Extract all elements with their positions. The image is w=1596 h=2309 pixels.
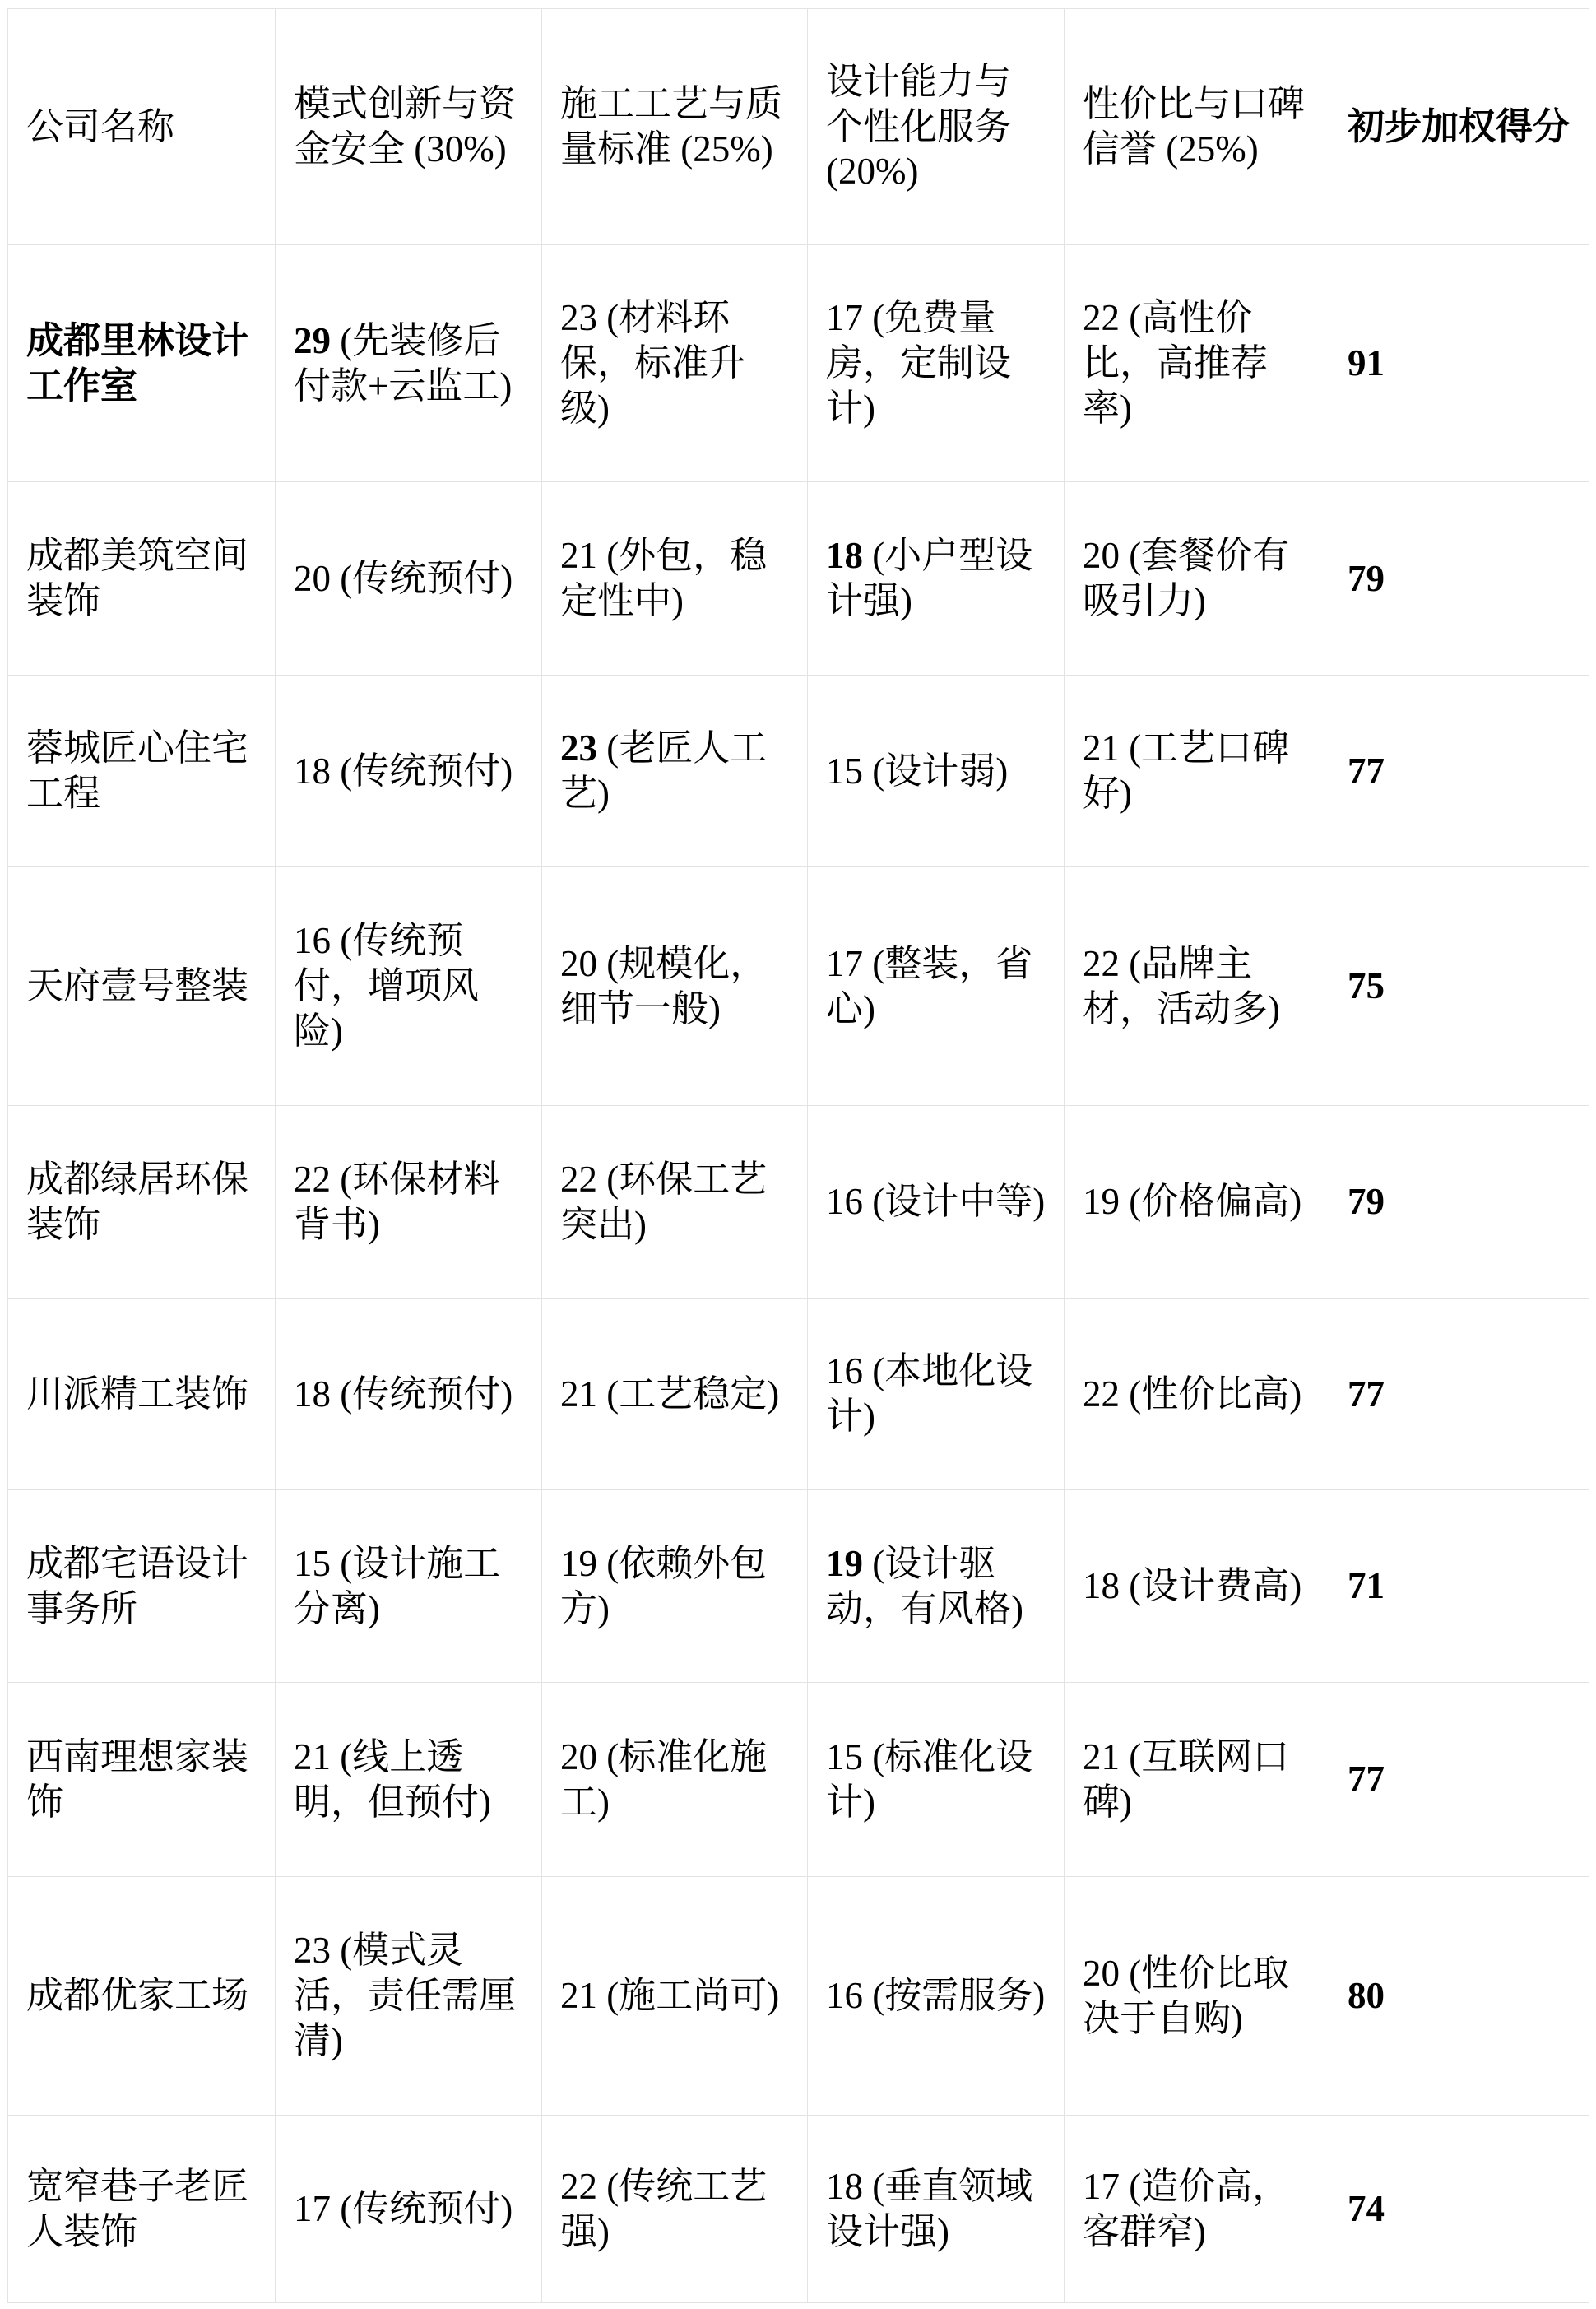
metric-score: 19 (1083, 1181, 1120, 1223)
metric-score: 17 (826, 297, 863, 339)
column-header-6: 初步加权得分 (1329, 9, 1589, 245)
metric-note: (环保材料背书) (294, 1158, 501, 1245)
metric-cell-2 (542, 1299, 808, 1490)
metric-cell-4 (1065, 2116, 1329, 2303)
table-row (8, 1299, 1589, 1490)
metric-note: (造价高，客群窄) (1083, 2165, 1290, 2252)
metric-score: 20 (560, 942, 597, 984)
column-header-2: 模式创新与资金安全 (30%) (276, 9, 542, 245)
metric-cell-2 (542, 1683, 808, 1877)
metric-note: (规模化，细节一般) (560, 942, 768, 1029)
metric-note: (小户型设计强) (826, 535, 1033, 621)
metric-note: (套餐价有吸引力) (1083, 535, 1290, 621)
metric-cell-3 (808, 867, 1065, 1106)
metric-cell-2 (542, 2116, 808, 2303)
metric-cell-3 (808, 1106, 1065, 1299)
metric-cell-4 (1065, 1299, 1329, 1490)
metric-score: 22 (560, 2165, 597, 2207)
metric-score: 21 (560, 1373, 597, 1415)
metric-note: (设计中等) (863, 1181, 1046, 1223)
metric-score: 18 (294, 1373, 331, 1415)
metric-cell-3 (808, 2116, 1065, 2303)
metric-score: 23 (560, 727, 597, 769)
metric-note: (设计施工分离) (294, 1542, 501, 1629)
metric-note: (性价比高) (1120, 1373, 1302, 1415)
metric-note: (依赖外包方) (560, 1542, 768, 1629)
metric-score: 21 (1083, 1735, 1120, 1777)
metric-score: 23 (560, 297, 597, 339)
metric-cell-1 (276, 1106, 542, 1299)
metric-note: (互联网口碑) (1083, 1735, 1290, 1823)
metric-note: (设计费高) (1120, 1565, 1302, 1607)
metric-cell-4 (1065, 1106, 1329, 1299)
metric-score: 15 (826, 750, 863, 792)
weighted-score-cell: 74 (1329, 2116, 1589, 2303)
metric-cell-4 (1065, 676, 1329, 867)
metric-note: (传统工艺强) (560, 2165, 768, 2252)
table-row (8, 245, 1589, 482)
metric-cell-4 (1065, 245, 1329, 482)
metric-score: 18 (294, 750, 331, 792)
metric-cell-1 (276, 482, 542, 676)
header-row (8, 9, 1589, 245)
table-header (8, 9, 1589, 245)
metric-note: (材料环保，标准升级) (560, 297, 746, 429)
metric-note: (传统预付，增项风险) (294, 920, 480, 1052)
metric-score: 17 (294, 2188, 331, 2230)
company-name-cell: 蓉城匠心住宅工程 (8, 676, 276, 867)
metric-note: (免费量房，定制设计) (826, 297, 1012, 429)
metric-cell-3 (808, 1299, 1065, 1490)
metric-note: (施工尚可) (597, 1975, 780, 2017)
metric-note: (先装修后付款+云监工) (294, 319, 513, 407)
table-row (8, 1877, 1589, 2116)
metric-cell-3 (808, 245, 1065, 482)
metric-cell-4 (1065, 1490, 1329, 1683)
metric-note: (工艺稳定) (597, 1373, 780, 1415)
weighted-score-cell: 77 (1329, 1299, 1589, 1490)
company-name-cell: 成都绿居环保装饰 (8, 1106, 276, 1299)
metric-note: (设计弱) (863, 750, 1009, 792)
metric-cell-1 (276, 1490, 542, 1683)
metric-cell-2 (542, 867, 808, 1106)
metric-note: (环保工艺突出) (560, 1158, 768, 1245)
metric-note: (高性价比，高推荐率) (1083, 297, 1269, 429)
company-name-cell: 成都优家工场 (8, 1877, 276, 2116)
metric-cell-4 (1065, 1877, 1329, 2116)
metric-note: (工艺口碑好) (1083, 727, 1290, 814)
metric-score: 20 (294, 557, 331, 599)
metric-cell-3 (808, 1877, 1065, 2116)
metric-score: 15 (294, 1542, 331, 1584)
column-header-1: 公司名称 (8, 9, 276, 245)
metric-note: (老匠人工艺) (560, 727, 768, 814)
company-name-cell: 成都宅语设计事务所 (8, 1490, 276, 1683)
metric-score: 20 (1083, 535, 1120, 577)
weighted-score-cell: 79 (1329, 482, 1589, 676)
metric-cell-3 (808, 482, 1065, 676)
weighted-score-cell: 77 (1329, 1683, 1589, 1877)
metric-cell-1 (276, 245, 542, 482)
metric-note: (品牌主材，活动多) (1083, 942, 1280, 1029)
metric-note: (价格偏高) (1120, 1181, 1302, 1223)
metric-note: (设计驱动，有风格) (826, 1542, 1023, 1629)
metric-note: (按需服务) (863, 1975, 1046, 2017)
metric-score: 22 (1083, 942, 1120, 984)
metric-note: (传统预付) (331, 1373, 513, 1415)
metric-score: 15 (826, 1735, 863, 1777)
metric-score: 21 (1083, 727, 1120, 769)
metric-note: (本地化设计) (826, 1350, 1033, 1437)
metric-score: 16 (826, 1975, 863, 2017)
company-name-cell: 川派精工装饰 (8, 1299, 276, 1490)
table-row (8, 1106, 1589, 1299)
weighted-score-cell: 79 (1329, 1106, 1589, 1299)
metric-cell-2 (542, 676, 808, 867)
metric-cell-1 (276, 1299, 542, 1490)
metric-note: (标准化设计) (826, 1735, 1033, 1823)
metric-cell-2 (542, 1106, 808, 1299)
metric-cell-1 (276, 1877, 542, 2116)
metric-cell-4 (1065, 1683, 1329, 1877)
metric-note: (传统预付) (331, 557, 513, 599)
metric-score: 16 (826, 1181, 863, 1223)
company-name-cell: 西南理想家装饰 (8, 1683, 276, 1877)
metric-cell-3 (808, 676, 1065, 867)
metric-cell-4 (1065, 482, 1329, 676)
metric-score: 22 (560, 1158, 597, 1200)
metric-note: (线上透明，但预付) (294, 1735, 491, 1823)
weighted-score-cell: 71 (1329, 1490, 1589, 1683)
metric-note: (标准化施工) (560, 1735, 768, 1823)
column-header-5: 性价比与口碑信誉 (25%) (1065, 9, 1329, 245)
table-row (8, 2116, 1589, 2303)
metric-cell-2 (542, 245, 808, 482)
table-row (8, 1490, 1589, 1683)
metric-note: (垂直领域设计强) (826, 2165, 1033, 2252)
metric-score: 20 (560, 1735, 597, 1777)
company-name-cell: 宽窄巷子老匠人装饰 (8, 2116, 276, 2303)
metric-cell-2 (542, 482, 808, 676)
column-header-3: 施工工艺与质量标准 (25%) (542, 9, 808, 245)
table-body (8, 245, 1589, 2303)
metric-score: 18 (826, 2165, 863, 2207)
metric-score: 18 (826, 535, 863, 577)
metric-cell-4 (1065, 867, 1329, 1106)
metric-score: 18 (1083, 1565, 1120, 1607)
company-evaluation-table (7, 8, 1589, 2303)
company-name-cell: 成都美筑空间装饰 (8, 482, 276, 676)
weighted-score-cell: 75 (1329, 867, 1589, 1106)
metric-score: 16 (294, 920, 331, 962)
table-row (8, 1683, 1589, 1877)
metric-score: 19 (560, 1542, 597, 1584)
metric-score: 19 (826, 1542, 863, 1584)
metric-cell-2 (542, 1877, 808, 2116)
metric-cell-1 (276, 676, 542, 867)
metric-note: (性价比取决于自购) (1083, 1952, 1290, 2039)
metric-score: 29 (294, 319, 331, 361)
metric-cell-1 (276, 1683, 542, 1877)
metric-score: 21 (560, 535, 597, 577)
metric-cell-3 (808, 1490, 1065, 1683)
metric-score: 17 (1083, 2165, 1120, 2207)
company-name-cell: 成都里林设计工作室 (8, 245, 276, 482)
metric-score: 22 (294, 1158, 331, 1200)
metric-score: 17 (826, 942, 863, 984)
metric-score: 16 (826, 1350, 863, 1392)
metric-note: (外包，稳定性中) (560, 535, 768, 621)
metric-score: 22 (1083, 297, 1120, 339)
table-row (8, 482, 1589, 676)
company-name-cell: 天府壹号整装 (8, 867, 276, 1106)
metric-cell-1 (276, 2116, 542, 2303)
weighted-score-cell: 80 (1329, 1877, 1589, 2116)
weighted-score-cell: 91 (1329, 245, 1589, 482)
metric-note: (整装，省心) (826, 942, 1033, 1029)
weighted-score-cell: 77 (1329, 676, 1589, 867)
metric-score: 21 (294, 1735, 331, 1777)
table-row (8, 867, 1589, 1106)
metric-note: (传统预付) (331, 2188, 513, 2230)
metric-cell-2 (542, 1490, 808, 1683)
metric-score: 20 (1083, 1952, 1120, 1994)
metric-note: (模式灵活，责任需厘清) (294, 1930, 517, 2061)
metric-cell-3 (808, 1683, 1065, 1877)
metric-score: 21 (560, 1975, 597, 2017)
table-row (8, 676, 1589, 867)
column-header-4: 设计能力与个性化服务 (20%) (808, 9, 1065, 245)
metric-cell-1 (276, 867, 542, 1106)
metric-score: 22 (1083, 1373, 1120, 1415)
metric-note: (传统预付) (331, 750, 513, 792)
metric-score: 23 (294, 1930, 331, 1972)
